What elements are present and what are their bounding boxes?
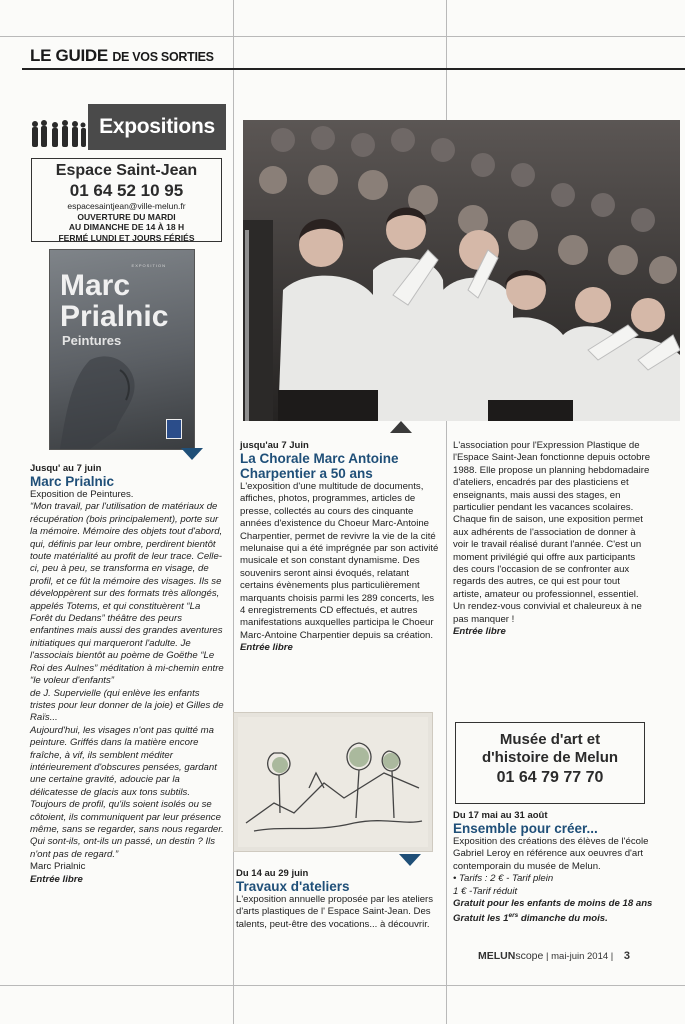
pointer-down-icon [181, 448, 203, 460]
association-article [453, 440, 651, 639]
poster-tag: EXPOSITION [131, 263, 166, 268]
association-entry: Entrée libre [453, 626, 506, 638]
ensemble-free-2 [453, 910, 653, 926]
column-rule-1 [233, 0, 234, 1024]
ensemble-tarif-2: 1 € -Tarif réduit [453, 885, 518, 897]
musee-box [455, 722, 645, 804]
association-p2: Chaque fin de saison, une exposition permet aux adhérents de l'association de donner à voir le travail réalisé durant l'année. C'est un moment privilégié qui offre aux participants des cours l'occasion de se confronter aux regards des autres, ce qui est pour tout artiste, amateur ou professionnel, essentiel. [453, 514, 643, 600]
chorale-article [240, 440, 440, 655]
choir-photo [243, 120, 680, 421]
ensemble-free-2sup: ers [508, 912, 519, 920]
espace-saint-jean-box [31, 158, 222, 242]
poster-subtitle: Peintures [62, 333, 122, 348]
city-crest-icon [166, 419, 182, 439]
ateliers-title: Travaux d'ateliers [236, 879, 350, 894]
bottom-rule [0, 985, 685, 986]
poster-name-first: Marc [60, 269, 131, 302]
ensemble-body: Exposition des créations des élèves de l'école Gabriel Leroy en référence aux oeuvres d'art contemporain du musée de Melun. [453, 836, 649, 872]
expositions-banner: Expositions [88, 104, 226, 150]
ensemble-free-1: Gratuit pour les enfants de moins de 18 ans [453, 898, 653, 910]
espace-phone: 01 64 52 10 95 [69, 181, 184, 200]
association-p1: L'association pour l'Expression Plastique de l'Espace Saint-Jean fonctionne depuis octobre 1988. Elle propose un planning hebdomadaire d'ateliers, encadrés par des plasticiens et enseignants, mais aussi des stages, en particulier pendant les vacances scolaires. [453, 440, 651, 514]
prialnic-entry: Entrée libre [30, 873, 83, 885]
header-rule [22, 68, 685, 70]
espace-hours-2: AU DIMANCHE DE 14 À 18 H [68, 222, 185, 232]
espace-email[interactable]: espacesaintjean@ville-melun.fr [67, 201, 186, 211]
ensemble-date: Du 17 mai au 31 août [453, 810, 548, 821]
poster-name [60, 270, 168, 332]
choir-photo-image [243, 120, 680, 421]
prialnic-quote: “Mon travail, par l'utilisation de matériaux de récupération (bois principalement), porte sur la mémoire. Mémoire des objets tout d'abord, qui, définis par leur ombre, perdirent bientôt toute matérialité au profit de leur trace. Celle-ci, peu à peu, se transforma en visage, de profil, et ce fût la mémoire des visages. Ils se développèrent sur des formats très allongés, appelés Totems, et qui constituèrent “La Forêt du Dedans” théâtre des peurs enfantines mais aussi des grandes aventures initiatiques qui marqueront l'adulte. Je l'associais bientôt au poème de Goëthe “Le Roi des Aulnes” méditation à mi-chemin entre “le voleur d'enfants” [30, 501, 224, 687]
ateliers-article [236, 868, 438, 931]
ateliers-body: L'exposition annuelle proposée par les ateliers d'arts plastiques de l' Espace Saint-Jean. Des talents, peut-être des vocations... à découvrir. [236, 894, 434, 930]
prialnic-quote-2: de J. Supervielle (qui enlève les enfants tristes pour leur donner de la joie) et Gilles de Raïs... [30, 687, 224, 724]
prialnic-signature: Marc Prialnic [30, 861, 86, 873]
ensemble-article [453, 810, 653, 926]
footer-brand-a: MELUN [478, 950, 516, 962]
chorale-entry: Entrée libre [240, 642, 293, 654]
prialnic-date: Jusqu' au 7 juin [30, 463, 102, 474]
footer-issue: | mai-juin 2014 | [546, 951, 614, 962]
chorale-body: L'exposition d'une multitude de documents, affiches, photos, programmes, articles de presse, collectés au cours des cinquante années d'existence du Choeur Marc-Antoine Charpentier, permet de revivre la vie de la cité melunaise qui a été imprégnée par son activité musicale et son constant dynamisme. Des souvenirs seront ainsi évoqués, relatant certains évènements plus particulièrement marquants choisis parmi les 289 concerts, les 4 enregistrements CD effectués, et autres manifestations auxquelles participa le Choeur Marc-Antoine Charpentier depuis sa création. [240, 481, 439, 641]
workshop-drawing [233, 712, 433, 852]
prialnic-intro: Exposition de Peintures. [30, 489, 134, 500]
prialnic-quote-4: Qui sont-ils, ont-ils un passé, un destin ? Ils n'ont pas de regard.” [30, 836, 216, 860]
prialnic-title: Marc Prialnic [30, 474, 115, 489]
footer-brand-b: scope [515, 950, 544, 962]
ensemble-title: Ensemble pour créer... [453, 821, 598, 836]
top-rule [0, 36, 685, 37]
poster-name-last: Prialnic [60, 300, 169, 333]
section-header [30, 46, 214, 66]
espace-title: Espace Saint-Jean [55, 162, 198, 179]
marc-prialnic-poster [49, 249, 195, 450]
ensemble-free-2b: dimanche du mois. [518, 913, 608, 925]
espace-hours-1: OUVERTURE DU MARDI [77, 211, 176, 222]
musee-phone: 01 64 79 77 70 [496, 769, 604, 786]
association-p3: Un rendez-vous convivial et chaleureux à ne pas manquer ! [453, 601, 642, 625]
chorale-date: jusqu'au 7 Juin [240, 440, 309, 451]
prialnic-article [30, 463, 224, 886]
prialnic-quote-3: Aujourd'hui, les visages n'ont pas quitté ma peinture. Griffés dans la matière encore fraîche, à vif, ils semblent méditer intérieurement d'obscures pensées, gardant une certaine gravité, adoucie par la délicatesse de glacis aux tons subtils. Toujours de profil, qu'ils soient isolés ou se côtoient, ils communiquent par leur présence même, sans se regarder, sans nous regarder. [30, 724, 224, 835]
page-number: 3 [623, 950, 631, 962]
header-main: LE GUIDE [30, 46, 108, 65]
musee-title-1: Musée d'art et [499, 731, 601, 748]
header-sub: DE VOS SORTIES [112, 50, 214, 64]
espace-hours-3: FERMÉ LUNDI ET JOURS FÉRIÉS [58, 232, 195, 243]
chorale-title: La Chorale Marc Antoine Charpentier a 50 ans [240, 451, 399, 481]
ateliers-date: Du 14 au 29 juin [236, 868, 309, 879]
page-footer [478, 950, 630, 962]
visitors-silhouette-icon [30, 118, 87, 150]
pointer-up-icon [390, 421, 412, 433]
pointer-down-icon-2 [399, 854, 421, 866]
ensemble-free-2a: Gratuit les 1 [453, 913, 509, 925]
musee-title-2: d'histoire de Melun [481, 749, 619, 766]
ensemble-tarif-1: • Tarifs : 2 € - Tarif plein [453, 873, 554, 885]
workshop-drawing-image [234, 713, 432, 851]
